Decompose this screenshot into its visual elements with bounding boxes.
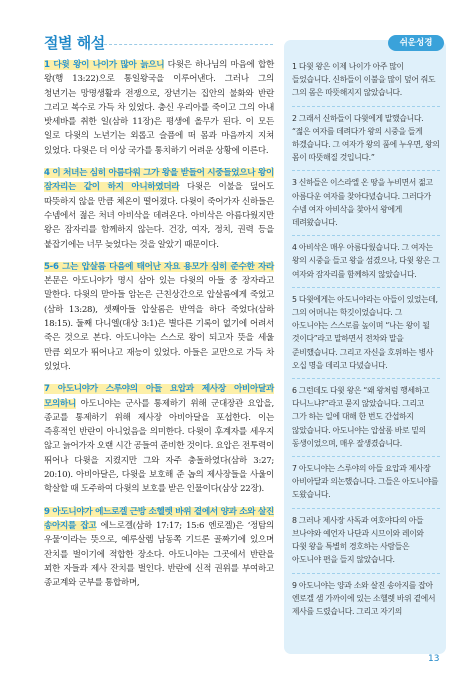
page-number: 13 — [428, 654, 440, 664]
verse-item: 4 아비삭은 매우 아름다웠습니다. 그 여자는 왕의 시중을 들고 왕을 섬겼으나, 다윗 왕은 그 여자와 잠자리를 함께하지 않았습니다. — [292, 241, 440, 288]
verse-item: 3 신하들은 이스라엘 온 땅을 누비면서 젊고 아름다운 여자를 찾아다녔습니다. 그러다가 수넴 여자 아비삭을 찾아서 왕에게 데려왔습니다. — [292, 176, 440, 236]
commentary-text: 다윗은 이불을 덮어도 따뜻하지 않을 만큼 체온이 떨어졌다. 다윗이 죽어가자 신하들은 수넴에서 젊은 처녀 아비삭을 데려온다. 아비삭은 아름다웠지만 왕은 잠자리를 함께하지 않는다. 건강, 여자, 정치, 권력 등을 붙잡기에는 너무 늦었다는 것을 알았기 때문이다. — [44, 182, 274, 250]
commentary-column — [44, 58, 274, 598]
verse-item: 2 그래서 신하들이 다윗에게 말했습니다. “젊은 여자를 데려다가 왕의 시중을 들게 하겠습니다. 그 여자가 왕의 품에 누우면, 왕의 몸이 따뜻해질 것입니다.” — [292, 112, 440, 172]
verse-item: 8 그러나 제사장 사독과 여호야다의 아들 브나야와 예언자 나단과 시므이와 레이와 다윗 왕을 특별히 경호하는 사람들은 아도니야 편을 들지 않았습니다. — [292, 514, 440, 574]
page-title: 절별 해설 — [44, 34, 105, 52]
commentary-text: 아도니야는 군사를 통제하기 위해 군대장관 요압을, 종교를 통제하기 위해 제사장 아비아달을 포섭한다. 이는 즉흥적인 반란이 아니었음을 의미한다. 다윗이 후계자를 세우지 않고 늙어가자 오랜 시간 공들여 준비한 것이다. 요압은 전투력이 뛰어나 다윗을 지켰지만 그와 자주 충돌하였다(삼하 3:27; 20:10). 아비아달은, 다윗을 보호해 준 놉의 제사장들을 사울이 학살할 때 도주하여 다윗의 보호를 받은 인물이다(삼상 22장). — [44, 398, 274, 495]
commentary-text: 본문은 아도니야가 명시 삼아 있는 다윗의 아들 중 장자라고 말한다. 다윗의 맏아들 암논은 근친상간으로 압살롬에게 죽었고(삼하 13:28), 셋째아들 압살롬은 반역을 하다 죽었다(삼하 18:15). 둘째 다니엘(대상 3:1)은 별다른 기록이 없기에 어려서 죽은 것으로 본다. 아도니야는 스스로 왕이 되고자 뜻을 세울 만큼 외모가 뛰어나고 재능이 있었다. 아들은 교만으로 가득 차 있었다. — [44, 276, 274, 372]
verse-heading: 5-6 그는 압살롬 다음에 태어난 자요 용모가 심히 준수한 자라 — [44, 261, 274, 272]
sidebar-verses — [292, 60, 440, 629]
commentary-section — [44, 166, 274, 252]
commentary-section — [44, 260, 274, 374]
commentary-text: 다윗은 하나님의 마음에 합한 왕(행 13:22)으로 통일왕국을 이루어낸다. 그러나 그의 청년기는 망명생활과 전쟁으로, 장년기는 집안의 불화와 반란 그리고 복수로 가득 차 있었다. 충신 우리아를 죽이고 그의 아내 밧세바를 취한 일(삼하 11장)은 평생에 올무가 된다. 이 모든 일로 다윗의 노년기는 외롭고 슬픔에 떠 몸과 마음까지 지쳐 있었다. 다윗은 더 이상 국가를 통치하기 어려운 상황에 이른다. — [44, 60, 274, 156]
verse-heading: 4 이 처녀는 심히 아름다워 그가 왕을 받들어 시중들었으나 왕이 잠자리는 같이 하지 아니하였더라 — [44, 168, 274, 193]
commentary-section — [44, 505, 274, 591]
verse-heading: 9 아도니야가 에느로겔 근방 소헬렛 바위 곁에서 양과 소와 살진 송아지를 잡고 — [44, 506, 274, 531]
commentary-section — [44, 382, 274, 496]
commentary-text: 에느로겔(삼하 17:17; 15:6 엔로겔)은 ‘정탐의 우물’이라는 뜻으로, 예루살렘 남동쪽 기드론 골짜기에 있으며 잔치를 벌이기에 적합한 장소다. 아도니야는 그곳에서 반란을 꾀한 자들과 제사 잔치를 벌인다. 반란에 신적 권위를 부여하고 종교계와 군부를 통합하며, — [44, 520, 275, 589]
verse-item: 1 다윗 왕은 이제 나이가 아주 많이 들었습니다. 신하들이 이불을 많이 덮어 줘도 그의 몸은 따뜻해지지 않았습니다. — [292, 60, 440, 107]
verse-item: 7 아도니야는 스루야의 아들 요압과 제사장 아비아달과 의논했습니다. 그들은 아도니야를 도왔습니다. — [292, 462, 440, 509]
commentary-section — [44, 58, 274, 158]
verse-item: 5 다윗에게는 아도니야라는 아들이 있었는데, 그의 어머니는 학깃이었습니다. 그 아도니야는 스스로를 높이며 “나는 왕이 될 것이다”라고 말하면서 전차와 말을 준비했습니다. 그리고 자신을 호위하는 병사 오십 명을 데리고 다녔습니다. — [292, 293, 440, 379]
verse-heading: 7 아도니야가 스루야의 아들 요압과 제사장 아비아달과 모의하니 — [44, 384, 274, 409]
verse-item: 9 아도니야는 양과 소와 살진 송아지를 잡아 엔로겔 샘 가까이에 있는 소헬렛 바위 곁에서 제사를 드렸습니다. 그리고 자기의 — [292, 580, 436, 616]
verse-heading: 1 다윗 왕이 나이가 많아 늙으니 — [44, 60, 165, 70]
title-divider — [104, 44, 273, 45]
verse-item: 6 그런데도 다윗 왕은 “왜 왕처럼 행세하고 다니느냐?”라고 묻지 않았습니다. 그리고 그가 하는 일에 대해 한 번도 간섭하지 않았습니다. 아도니야는 압살롬 바로 밑의 동생이었으며, 매우 잘생겼습니다. — [292, 384, 440, 457]
sidebar-label: 쉬운성경 — [388, 35, 444, 51]
